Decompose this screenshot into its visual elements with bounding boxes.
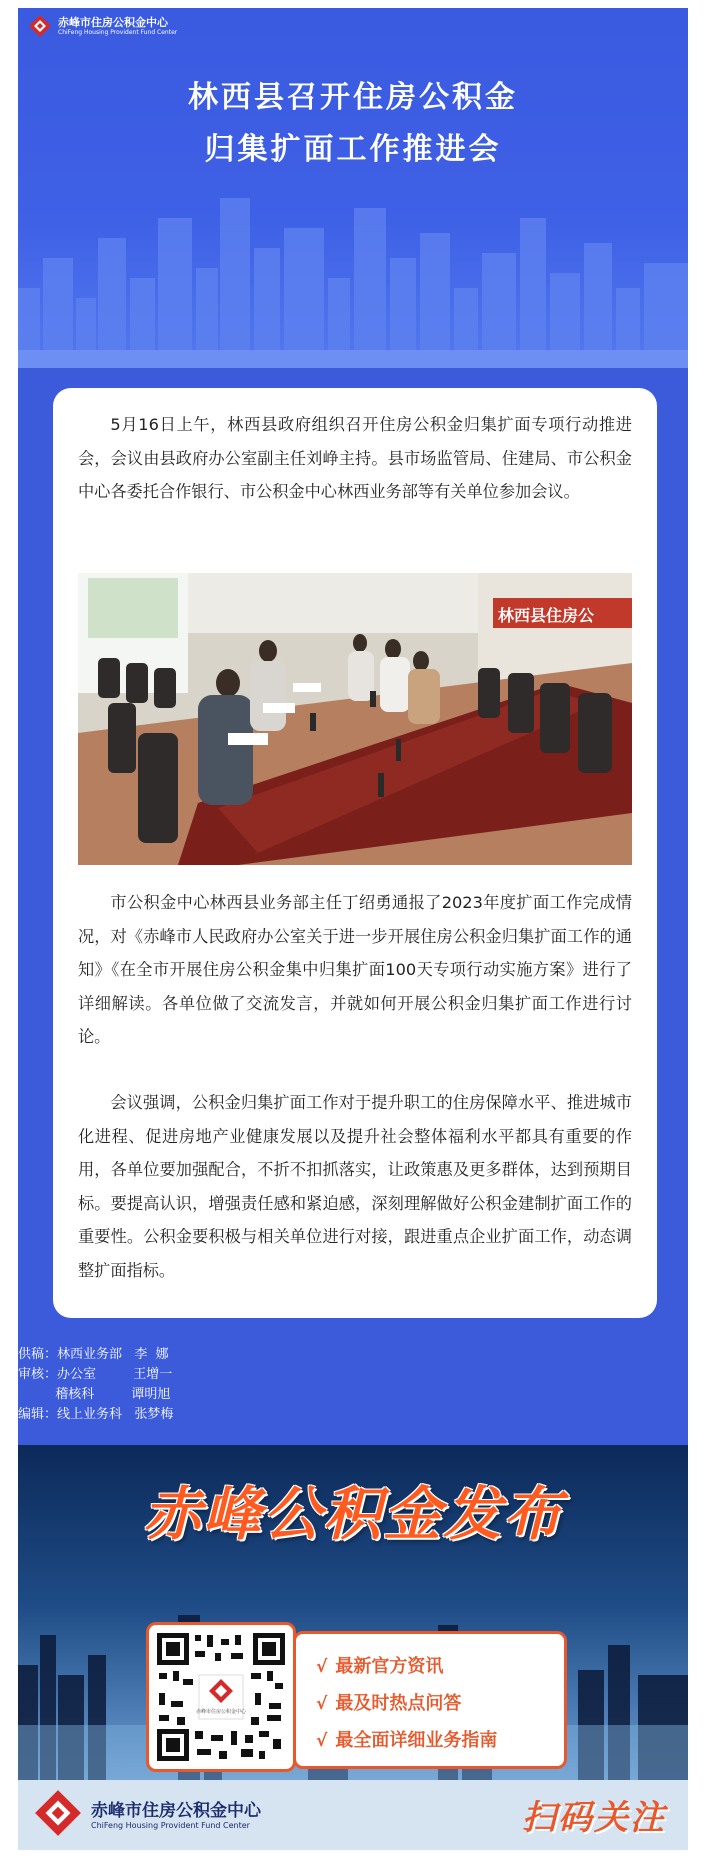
meeting-photo <box>78 573 632 865</box>
org-name-en: ChiFeng Housing Provident Fund Center <box>58 28 178 36</box>
feature-item: √ 最全面详细业务指南 <box>316 1730 498 1751</box>
credit-line: 审核：办公室 王增一 <box>18 1367 173 1382</box>
org-logo-icon <box>28 14 52 38</box>
qr-center-label: 赤峰市住房公积金中心 <box>195 1709 247 1715</box>
footer-logo-icon <box>33 1788 83 1838</box>
promo-footer <box>18 1780 688 1850</box>
qr-code[interactable] <box>146 1622 296 1772</box>
check-icon: √ <box>316 1694 328 1714</box>
page-title-line2: 归集扩面工作推进会 <box>204 132 502 167</box>
city-skyline-illustration <box>18 178 688 368</box>
paragraph-2: 市公积金中心林西县业务部主任丁绍勇通报了2023年度扩面工作完成情况，对《赤峰市人民政府办公室关于进一步开展住房公积金归集扩面工作的通知》《在全市开展住房公积金集中归集扩面100天专项行动实施方案》进行了详细解读。各单位做了交流发言，并就如何开展公积金归集扩面工作进行讨论。 <box>78 893 632 1046</box>
footer-org-name-cn: 赤峰市住房公积金中心 <box>91 1801 261 1821</box>
footer-logo <box>33 1788 261 1838</box>
org-logo <box>28 14 177 38</box>
check-icon: √ <box>316 1657 328 1677</box>
page-title-line1: 林西县召开住房公积金 <box>188 80 518 115</box>
promo-headline: 赤峰公积金发布 <box>142 1480 563 1548</box>
feature-list <box>293 1631 567 1769</box>
credits-block <box>18 1345 173 1425</box>
promo-banner <box>18 1445 688 1850</box>
paragraph-1: 5月16日上午，林西县政府组织召开住房公积金归集扩面专项行动推进会，会议由县政府办公室副主任刘峥主持。县市场监管局、住建局、市公积金中心各委托合作银行、市公积金中心林西业务部等有关单位参加会议。 <box>78 415 632 501</box>
header-banner <box>18 8 688 368</box>
scan-follow-text: 扫码关注 <box>522 1798 666 1838</box>
org-name-cn: 赤峰市住房公积金中心 <box>58 15 168 29</box>
credit-line: 编辑：线上业务科 张梦梅 <box>18 1407 174 1422</box>
article-card <box>53 388 657 1318</box>
article-page <box>18 8 688 1850</box>
photo-banner-text: 林西县住房公 <box>498 606 595 625</box>
paragraph-3: 会议强调，公积金归集扩面工作对于提升职工的住房保障水平、推进城市化进程、促进房地产业健康发展以及提升社会整体福利水平都具有重要的作用，各单位要加强配合，不折不扣抓落实，让政策惠及更多群体，达到预期目标。要提高认识，增强责任感和紧迫感，深刻理解做好公积金建制扩面工作的重要性。公积金要积极与相关单位进行对接，跟进重点企业扩面工作，动态调整扩面指标。 <box>78 1093 632 1280</box>
check-icon: √ <box>316 1731 328 1751</box>
feature-item: √ 最新官方资讯 <box>316 1656 444 1677</box>
credit-line: 稽核科 谭明旭 <box>18 1387 171 1402</box>
feature-item: √ 最及时热点问答 <box>316 1693 462 1714</box>
footer-org-name-en: ChiFeng Housing Provident Fund Center <box>91 1821 250 1830</box>
credit-line: 供稿：林西业务部 李 娜 <box>18 1347 169 1362</box>
